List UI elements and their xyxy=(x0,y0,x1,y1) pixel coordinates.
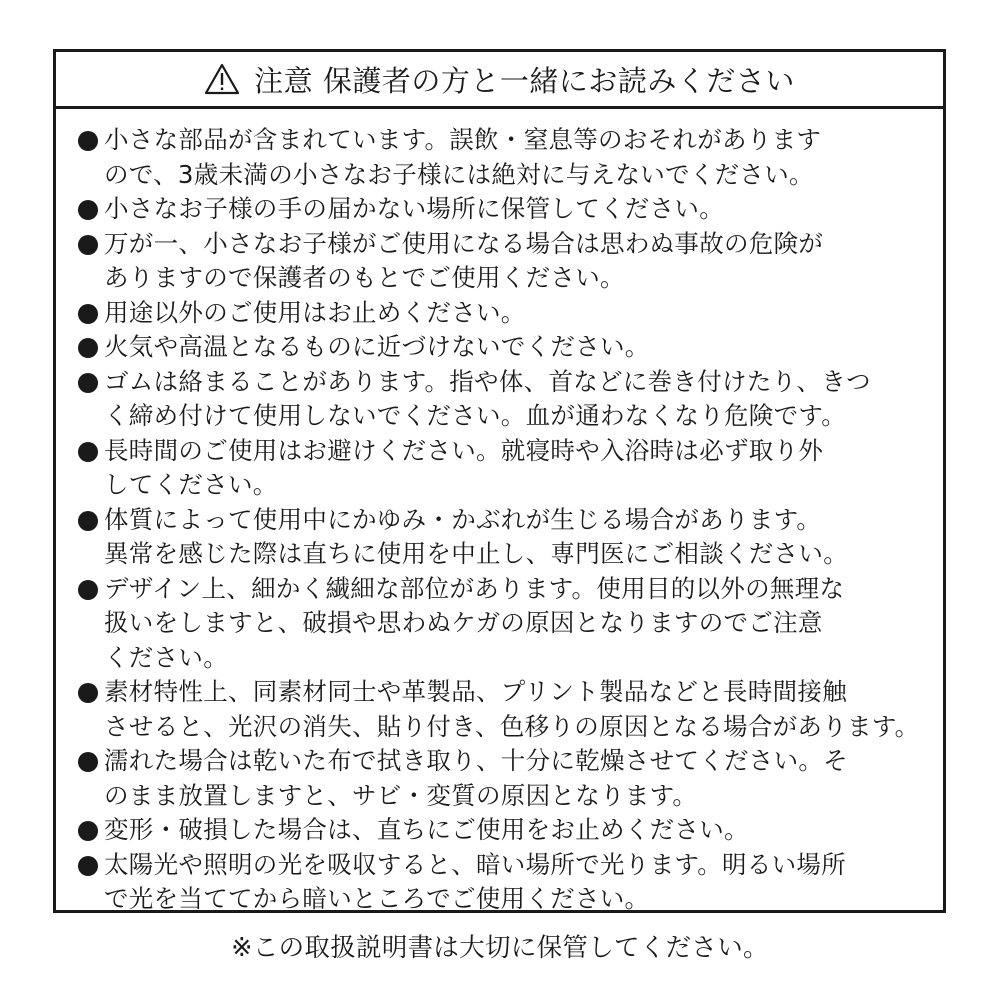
notice-item xyxy=(56,503,943,572)
notice-item-line: 小さな部品が含まれています。誤飲・窒息等のおそれがあります xyxy=(104,125,822,154)
notice-item-line: ありますので保護者のもとでご使用ください。 xyxy=(104,263,625,292)
notice-item xyxy=(56,675,943,744)
bullet-icon xyxy=(78,752,98,772)
bullet-icon xyxy=(78,304,98,324)
notice-item-line: 太陽光や照明の光を吸収すると、暗い場所で光ります。明るい場所 xyxy=(104,849,847,879)
notice-item xyxy=(56,192,943,227)
notice-item xyxy=(56,744,943,813)
notice-item xyxy=(56,572,943,676)
bullet-icon xyxy=(78,131,98,151)
notice-item-line: してください。 xyxy=(104,470,278,499)
footer-note: ※この取扱説明書は大切に保管してください。 xyxy=(231,933,769,963)
notice-header xyxy=(56,52,943,109)
notice-item-line: 小さなお子様の手の届かない場所に保管してください。 xyxy=(104,194,724,223)
notice-item-line: く締め付けて使用しないでください。血が通わなくなり危険です。 xyxy=(104,401,847,430)
bullet-icon xyxy=(78,683,98,703)
notice-item-line: させると、光沢の消失、貼り付き、色移りの原因となる場合があります。 xyxy=(104,711,920,741)
bullet-icon xyxy=(78,511,98,531)
bullet-icon xyxy=(78,235,98,255)
notice-item-line: 素材特性上、同素材同士や革製品、プリント製品などと長時間接触 xyxy=(104,677,848,706)
notice-item-line: 万が一、小さなお子様がご使用になる場合は思わぬ事故の危険が xyxy=(104,228,824,258)
notice-list xyxy=(56,109,943,917)
notice-item-line: 用途以外のご使用はお止めください。 xyxy=(104,297,526,327)
notice-item-line: 異常を感じた際は直ちに使用を中止し、専門医にご相談ください。 xyxy=(104,539,848,568)
bullet-icon xyxy=(78,338,98,358)
notice-item xyxy=(56,434,943,503)
notice-item-line: で光を当ててから暗いところでご使用ください。 xyxy=(104,884,650,913)
notice-item xyxy=(56,330,943,365)
notice-item-line: ください。 xyxy=(104,642,228,672)
notice-item xyxy=(56,813,943,848)
notice-item xyxy=(56,296,943,331)
notice-item-line: デザイン上、細かく繊細な部位があります。使用目的以外の無理な xyxy=(104,573,845,603)
bullet-icon xyxy=(78,373,98,393)
notice-title: 注意 保護者の方と一緒にお読みください xyxy=(254,63,795,98)
bullet-icon xyxy=(78,442,98,462)
warning-triangle-icon xyxy=(204,63,240,95)
bullet-icon xyxy=(78,821,98,841)
notice-item-line: 変形・破損した場合は、直ちにご使用をお止めください。 xyxy=(104,815,749,844)
notice-item xyxy=(56,848,943,917)
notice-item-line: ゴムは絡まることがあります。指や体、首などに巻き付けたり、きつ xyxy=(104,366,871,396)
notice-item xyxy=(56,227,943,296)
notice-item-line: 扱いをしますと、破損や思わぬケガの原因となりますのでご注意 xyxy=(104,608,823,637)
notice-item-line: のまま放置しますと、サビ・変質の原因となります。 xyxy=(104,780,698,810)
bullet-icon xyxy=(78,580,98,600)
notice-item xyxy=(56,123,943,192)
notice-item-line: 濡れた場合は乾いた布で拭き取り、十分に乾燥させてください。そ xyxy=(104,746,848,775)
notice-item xyxy=(56,365,943,434)
notice-item-line: 体質によって使用中にかゆみ・かぶれが生じる場合があります。 xyxy=(104,504,822,534)
bullet-icon xyxy=(78,200,98,220)
caution-notice-box xyxy=(53,49,946,913)
bullet-icon xyxy=(78,856,98,876)
notice-item-line: ので、3歳未満の小さなお子様には絶対に与えないでください。 xyxy=(104,159,814,189)
notice-item-line: 火気や高温となるものに近づけないでください。 xyxy=(104,332,650,361)
notice-item-line: 長時間のご使用はお避けください。就寝時や入浴時は必ず取り外 xyxy=(104,435,824,465)
